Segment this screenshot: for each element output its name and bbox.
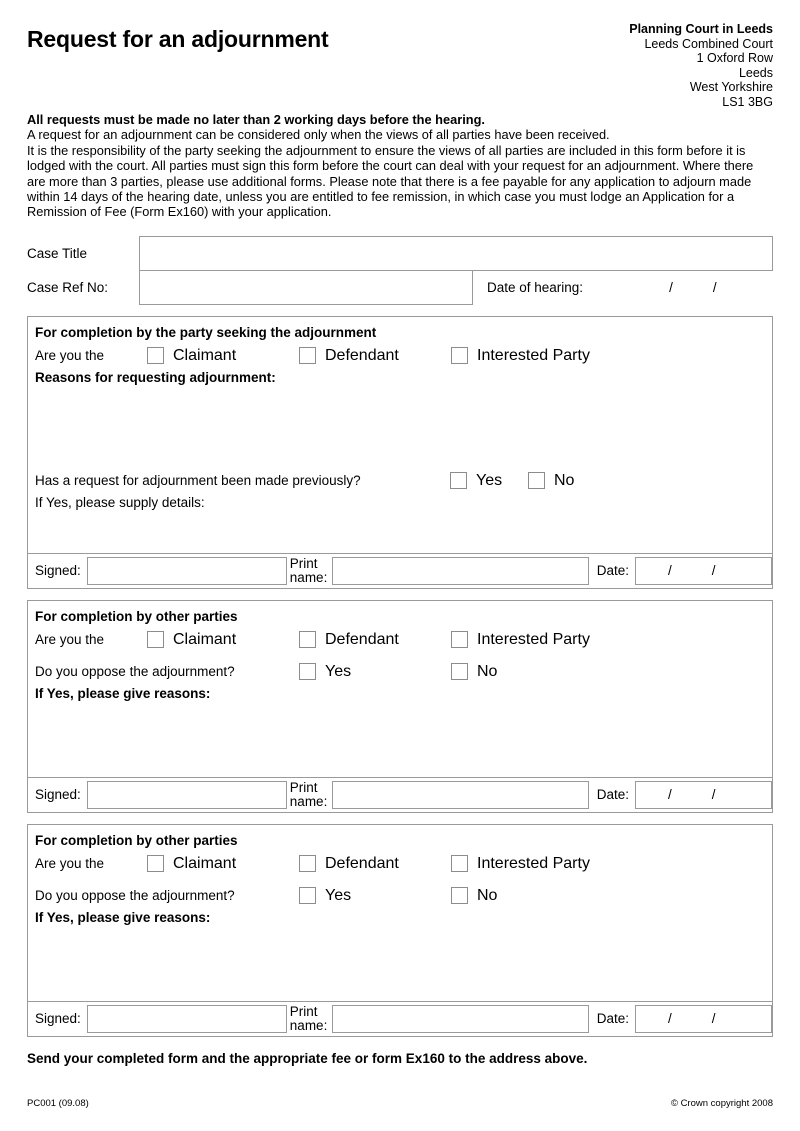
print-label-line-2: name:	[289, 569, 328, 585]
copyright-notice: © Crown copyright 2008	[670, 1098, 773, 1109]
section1-signature-row	[28, 553, 772, 588]
section3-claimant-label: Claimant	[173, 854, 237, 872]
section1-are-you-the-label: Are you the	[35, 347, 105, 363]
date-slash-1: /	[668, 787, 672, 803]
court-postcode: LS1 3BG	[722, 94, 773, 109]
date-of-hearing-group	[473, 270, 773, 305]
print-label-line-2: name:	[289, 1017, 328, 1033]
section3-heading: For completion by other parties	[35, 832, 238, 848]
section2-checkbox-interested-party[interactable]	[451, 631, 590, 649]
case-title-row	[27, 236, 773, 271]
form-header	[27, 0, 773, 109]
section2-yes-label: Yes	[325, 662, 352, 680]
court-address-line: West Yorkshire	[689, 80, 773, 95]
section1-print-name-input[interactable]	[332, 557, 588, 585]
date-slash-1: /	[668, 1011, 672, 1027]
section2-no-label: No	[477, 662, 498, 680]
section3-oppose-question-label: Do you oppose the adjournment?	[35, 887, 235, 903]
section-other-parties-2	[27, 824, 773, 1037]
section1-if-yes-label: If Yes, please supply details:	[35, 494, 205, 510]
section3-date-input[interactable]	[635, 1005, 772, 1033]
section3-date-label: Date:	[596, 1011, 629, 1027]
section2-signature-row	[28, 777, 772, 812]
section1-date-input[interactable]	[635, 557, 772, 585]
section2-claimant-label: Claimant	[173, 630, 237, 648]
section2-checkbox-yes[interactable]	[299, 663, 351, 681]
section2-if-yes-label: If Yes, please give reasons:	[35, 685, 211, 701]
checkbox-icon[interactable]	[147, 855, 164, 872]
checkbox-icon[interactable]	[299, 631, 316, 648]
checkbox-icon[interactable]	[299, 887, 316, 904]
section1-checkbox-claimant[interactable]	[147, 347, 236, 365]
section1-interested-party-label: Interested Party	[477, 346, 590, 364]
section1-party-row	[35, 344, 765, 370]
court-name: Planning Court in Leeds	[629, 22, 773, 36]
date-slash-2: /	[711, 1011, 716, 1027]
court-address-line: Leeds Combined Court	[644, 36, 773, 51]
section3-checkbox-interested-party[interactable]	[451, 855, 590, 873]
section1-no-label: No	[554, 471, 575, 489]
date-slash-2: /	[711, 787, 716, 803]
section2-oppose-row	[35, 660, 765, 686]
intro-line-2: A request for an adjournment can be considered only when the views of all parties have been received.	[27, 127, 610, 143]
section2-signed-input[interactable]	[87, 781, 287, 809]
section3-no-label: No	[477, 886, 498, 904]
checkbox-icon[interactable]	[147, 631, 164, 648]
checkbox-icon[interactable]	[451, 887, 468, 904]
checkbox-icon[interactable]	[451, 663, 468, 680]
checkbox-icon[interactable]	[147, 347, 164, 364]
section3-checkbox-claimant[interactable]	[147, 855, 236, 873]
section1-date-label: Date:	[596, 563, 629, 579]
section2-checkbox-claimant[interactable]	[147, 631, 236, 649]
section3-checkbox-no[interactable]	[451, 887, 497, 905]
section2-are-you-the-label: Are you the	[35, 631, 105, 647]
checkbox-icon[interactable]	[450, 472, 467, 489]
date-slash-2: /	[711, 563, 716, 579]
checkbox-icon[interactable]	[299, 855, 316, 872]
section1-if-yes-input[interactable]	[35, 510, 765, 553]
checkbox-icon[interactable]	[451, 631, 468, 648]
checkbox-icon[interactable]	[451, 855, 468, 872]
section3-signature-row	[28, 1001, 772, 1036]
section3-signed-input[interactable]	[87, 1005, 287, 1033]
section1-reasons-input[interactable]	[35, 385, 765, 469]
section3-checkbox-yes[interactable]	[299, 887, 351, 905]
section3-are-you-the-label: Are you the	[35, 855, 105, 871]
case-ref-input[interactable]	[139, 270, 473, 305]
section1-claimant-label: Claimant	[173, 346, 237, 364]
section2-heading: For completion by other parties	[35, 608, 238, 624]
section3-if-yes-label: If Yes, please give reasons:	[35, 909, 211, 925]
checkbox-icon[interactable]	[528, 472, 545, 489]
section1-checkbox-yes[interactable]	[450, 472, 502, 490]
section2-checkbox-defendant[interactable]	[299, 631, 399, 649]
court-address-line: Leeds	[738, 65, 773, 80]
intro-lead: All requests must be made no later than 2 working days before the hearing.	[27, 112, 485, 127]
section2-party-row	[35, 628, 765, 654]
hearing-date-slash-2[interactable]: /	[712, 279, 717, 295]
section2-defendant-label: Defendant	[325, 630, 399, 648]
section3-party-row	[35, 852, 765, 878]
section1-yes-label: Yes	[476, 471, 503, 489]
checkbox-icon[interactable]	[451, 347, 468, 364]
case-title-input[interactable]	[139, 236, 773, 271]
print-label-line-1: Print	[289, 555, 318, 571]
date-slash-1: /	[668, 563, 672, 579]
section1-previous-request-row	[35, 469, 765, 495]
date-of-hearing-label: Date of hearing:	[487, 279, 584, 295]
send-instruction: Send your completed form and the appropriate fee or form Ex160 to the address above.	[27, 1050, 588, 1066]
section1-signed-input[interactable]	[87, 557, 287, 585]
section2-interested-party-label: Interested Party	[477, 630, 590, 648]
section1-previous-question-label: Has a request for adjournment been made previously?	[35, 472, 361, 488]
section1-signed-label: Signed:	[35, 563, 81, 579]
form-code: PC001 (09.08)	[27, 1098, 89, 1109]
section3-interested-party-label: Interested Party	[477, 854, 590, 872]
section3-defendant-label: Defendant	[325, 854, 399, 872]
section3-if-yes-input[interactable]	[35, 925, 765, 1001]
intro-body: It is the responsibility of the party seeking the adjournment to ensure the views of all parties are included in this form before it is lodged with the court. All parties must sign this form before the court can deal with your request for an adjournment. Where there are more than 3 parties, please use additional forms. Please note that there is a fee payable for any application to adjourn made within 14 days of the hearing date, unless you are entitled to fee remission, in which case you must lodge an Application for a Remission of Fee (Form Ex160) with your application.	[27, 142, 754, 220]
section2-oppose-question-label: Do you oppose the adjournment?	[35, 663, 235, 679]
print-label-line-1: Print	[289, 1003, 318, 1019]
section-party-seeking-adjournment	[27, 316, 773, 589]
section2-print-name-input[interactable]	[332, 781, 588, 809]
section3-yes-label: Yes	[325, 886, 352, 904]
section1-heading: For completion by the party seeking the adjournment	[35, 324, 377, 340]
court-address-block	[629, 22, 773, 110]
section2-date-input[interactable]	[635, 781, 772, 809]
page-title: Request for an adjournment	[27, 26, 329, 52]
section2-date-label: Date:	[596, 787, 629, 803]
print-label-line-1: Print	[289, 779, 318, 795]
section3-signed-label: Signed:	[35, 1011, 81, 1027]
section1-print-name-label	[287, 554, 333, 588]
checkbox-icon[interactable]	[299, 347, 316, 364]
case-title-label: Case Title	[27, 245, 88, 261]
print-label-line-2: name:	[289, 793, 328, 809]
section3-checkbox-defendant[interactable]	[299, 855, 399, 873]
section2-signed-label: Signed:	[35, 787, 81, 803]
section2-checkbox-no[interactable]	[451, 663, 497, 681]
section1-checkbox-defendant[interactable]	[299, 347, 399, 365]
section1-reasons-label: Reasons for requesting adjournment:	[35, 369, 276, 385]
hearing-date-slash-1[interactable]: /	[669, 279, 673, 295]
case-details-block	[27, 236, 773, 305]
section1-checkbox-no[interactable]	[528, 472, 574, 490]
section1-checkbox-interested-party[interactable]	[451, 347, 590, 365]
section3-oppose-row	[35, 884, 765, 910]
court-address-line: 1 Oxford Row	[696, 51, 773, 66]
section2-print-name-label	[287, 778, 333, 812]
section2-if-yes-input[interactable]	[35, 701, 765, 777]
checkbox-icon[interactable]	[299, 663, 316, 680]
intro-text	[27, 112, 773, 220]
case-ref-row	[27, 270, 773, 305]
section1-defendant-label: Defendant	[325, 346, 399, 364]
case-ref-label: Case Ref No:	[27, 279, 109, 295]
section3-print-name-label	[287, 1002, 333, 1036]
page-footer	[27, 1098, 773, 1109]
section-other-parties-1	[27, 600, 773, 813]
section3-print-name-input[interactable]	[332, 1005, 588, 1033]
